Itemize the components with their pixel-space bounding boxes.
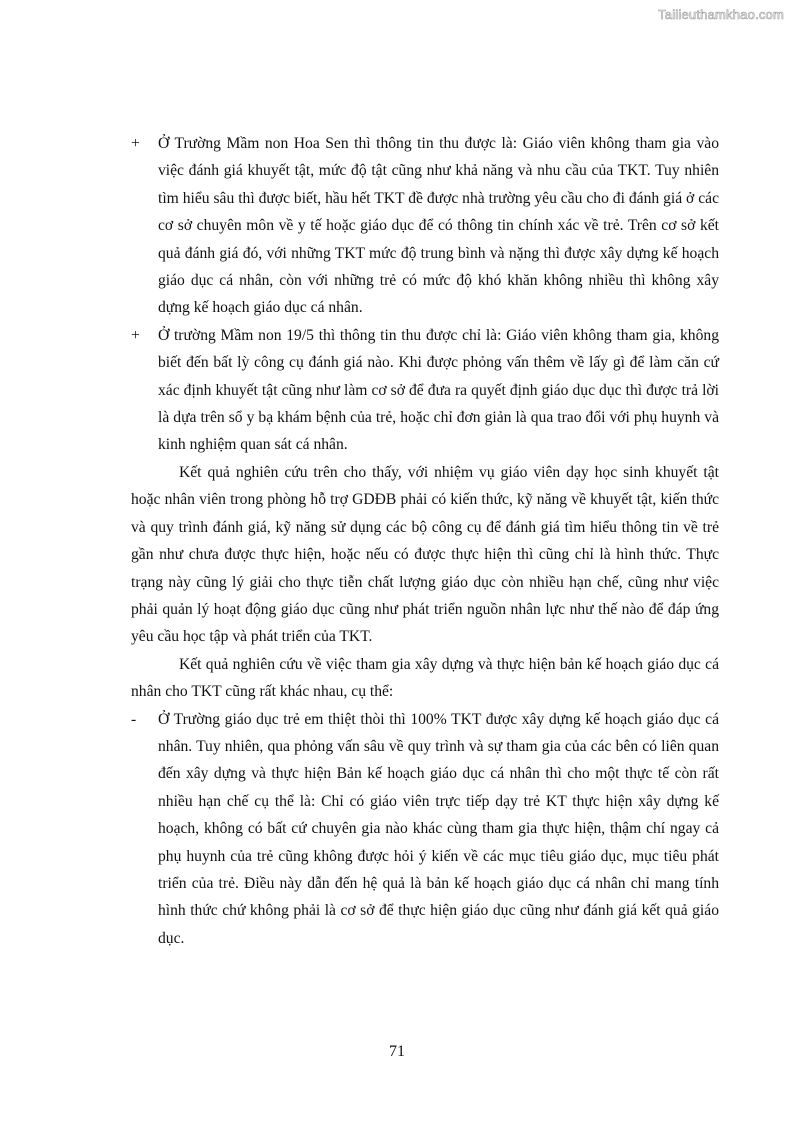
- bullet-text-19-5: Ở trường Mầm non 19/5 thì thông tin thu được chỉ là: Giáo viên không tham gia, không biết đến bất lỳ công cụ đánh giá nào. Khi được phỏng vấn thêm về lấy gì để làm căn cứ xác định khuyết tật cũng như làm cơ sở để đưa ra quyết định giáo dục dục thì được trả lời là dựa trên sổ y bạ khám bệnh của trẻ, hoặc chỉ đơn giản là qua trao đổi với phụ huynh và kinh nghiệm quan sát cá nhân.: [158, 326, 719, 454]
- dash-bullet-marker: -: [131, 710, 137, 728]
- paragraph-iep-intro: Kết quả nghiên cứu về việc tham gia xây dựng và thực hiện bản kế hoạch giáo dục cá nhân cho TKT cũng rất khác nhau, cụ thể:: [131, 655, 719, 701]
- page-number: 71: [389, 1043, 405, 1060]
- bullet-item-hoa-sen: [131, 130, 719, 322]
- document-body: [131, 130, 719, 952]
- plus-bullet-marker: +: [131, 326, 140, 344]
- dash-text-disadvantaged-school: Ở Trường giáo dục trẻ em thiệt thòi thì 100% TKT được xây dựng kế hoạch giáo dục cá nhân. Tuy nhiên, qua phỏng vấn sâu về quy trình và sự tham gia của các bên có liên quan đến xây dựng và thực hiện Bản kế hoạch giáo dục cá nhân thì cho một thực tế còn rất nhiều hạn chế cụ thể là: Chỉ có giáo viên trực tiếp dạy trẻ KT thực hiện xây dựng kế hoạch, không có bất cứ chuyên gia nào khác cùng tham gia thực hiện, thậm chí ngay cả phụ huynh của trẻ cũng không được hỏi ý kiến về các mục tiêu giáo dục, mục tiêu phát triển của trẻ. Điều này dẫn đến hệ quả là bản kế hoạch giáo dục cá nhân chỉ mang tính hình thức chứ không phải là cơ sở để thực hiện giáo dục cũng như đánh giá kết quả giáo dục.: [158, 710, 719, 947]
- bullet-text-hoa-sen: Ở Trường Mầm non Hoa Sen thì thông tin thu được là: Giáo viên không tham gia vào việc đánh giá khuyết tật, mức độ tật cũng như khả năng và nhu cầu của TKT. Tuy nhiên tìm hiểu sâu thì được biết, hầu hết TKT đề được nhà trường yêu cầu cho đi đánh giá ở các cơ sở chuyên môn về y tế hoặc giáo dục để có thông tin chính xác về trẻ. Trên cơ sở kết quả đánh giá đó, với những TKT mức độ trung bình và nặng thì được xây dựng kế hoạch giáo dục cá nhân, còn với những trẻ có mức độ khó khăn không nhiều thì không xây dựng kế hoạch giáo dục cá nhân.: [158, 135, 719, 317]
- dash-item-disadvantaged-school: [131, 706, 719, 953]
- paragraph-research-result: Kết quả nghiên cứu trên cho thấy, với nhiệm vụ giáo viên dạy học sinh khuyết tật hoặc nhân viên trong phòng hỗ trợ GDĐB phải có kiến thức, kỹ năng về khuyết tật, kiến thức và quy trình đánh giá, kỹ năng sử dụng các bộ công cụ để đánh giá tìm hiểu thông tin về trẻ gần như chưa được thực hiện, hoặc nếu có được thực hiện thì cũng chỉ là hình thức. Thực trạng này cũng lý giải cho thực tiễn chất lượng giáo dục còn nhiều hạn chế, cũng như việc phải quản lý hoạt động giáo dục cũng như phát triển nguồn nhân lực như thế nào để đáp ứng yêu cầu học tập và phát triển của TKT.: [131, 463, 719, 646]
- watermark-text: Tailieuthamkhao.com: [658, 7, 784, 22]
- bullet-item-19-5: [131, 322, 719, 459]
- plus-bullet-marker: +: [131, 135, 140, 152]
